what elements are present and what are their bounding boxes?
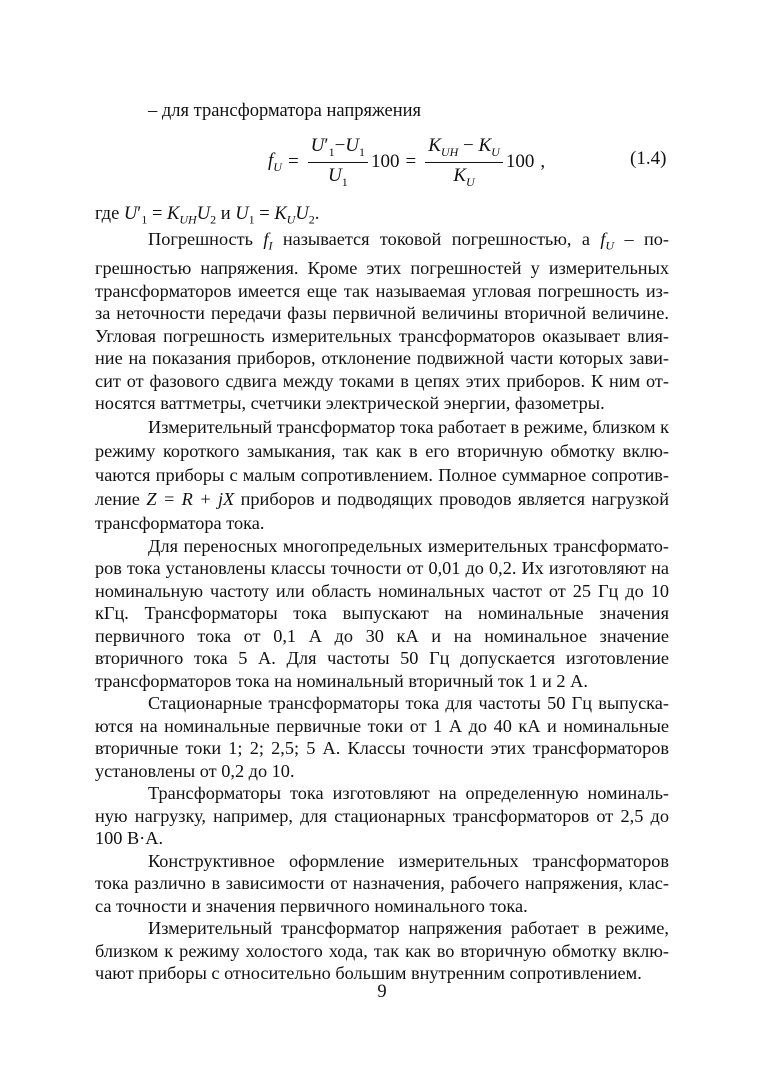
- fraction-denominator: $K_U$: [453, 164, 475, 189]
- paragraph-stationary: Стационарные трансформаторы тока для частоты 50 Гц выпускаются на номинальные первичные токи от 1 А до 40 кА и номинальные вторичные токи 1; 2; 2,5; 5 А. Классы точности этих трансформаторов установлены от 0,2 до 10.: [95, 693, 669, 781]
- intro-line: – для трансформатора напряжения: [148, 101, 422, 121]
- page-number: 9: [377, 982, 387, 1002]
- equals-sign: =: [405, 151, 417, 173]
- equation-comma: ,: [540, 151, 546, 173]
- paragraph-current-transformer: Измерительный трансформатор тока работает в режиме, близком к режиму короткого замыкания, так как в его вторичную обмотку включаются приборы с малым сопротивлением. Полное суммарное сопротивление Z = R + jX приборов и подводящих проводов является нагрузкой трансформатора тока.: [95, 416, 669, 533]
- paragraph-design: Конструктивное оформление измерительных трансформаторов тока различно в зависимости от назначения, рабочего напряжения, класса точности и значения первичного номинального тока.: [95, 850, 669, 916]
- fraction-numerator: $K_{UH} - K_U$: [425, 135, 503, 163]
- body-text: [95, 228, 669, 985]
- fraction-denominator: $U_1$: [327, 164, 348, 189]
- paragraph-voltage-transformer: Измерительный трансформатор напряжения работает в режиме, близком к режиму холостого хода, так как во вторичную обмотку включают приборы с относительно большим внутренним сопротивлением.: [95, 918, 669, 984]
- paragraph-portable: Для переносных многопредельных измерительных трансформаторов тока установлены классы точности от 0,01 до 0,2. Их изготовляют на номинальную частоту или область номинальных частот от 25 Гц до 10 кГц. Трансформаторы тока выпускают на номинальные значения первичного тока от 0,1 А до 30 кА и на номинальное значение вторичного тока 5 А. Для частоты 50 Гц допускается изготовление трансформаторов тока на номинальный вторичный ток 1 и 2 А.: [95, 535, 669, 691]
- equation-1-4: [268, 135, 545, 189]
- fraction-numerator: $U'_1-U_1$: [308, 135, 368, 163]
- factor-100: 100: [371, 151, 400, 173]
- symbol-fi: $f_I$: [263, 229, 273, 253]
- fraction-coefficient: [425, 135, 503, 189]
- symbol-fu: $f_U$: [600, 229, 615, 253]
- where-definitions: где $U'_1 = K_{UH}U_2$ и $U_1 = K_UU_2$.: [95, 204, 320, 227]
- paragraph-load: Трансформаторы тока изготовляют на определенную номинальную нагрузку, например, для стационарных трансформаторов от 2,5 до 100 В·А.: [95, 783, 669, 849]
- paragraph-errors: Погрешность $f_I$ называется токовой погрешностью, а $f_U$ – погрешностью напряжения. Кроме этих погрешностей у измерительных трансформаторов имеется еще так называемая угловая погрешность из-за неточности передачи фазы первичной величины вторичной величине. Угловая погрешность измерительных трансформаторов оказывает влияние на показания приборов, отклонение подвижной части которых зависит от фазового сдвига между токами в цепях этих приборов. К ним относятся ваттметры, счетчики электрической энергии, фазометры.: [95, 229, 669, 414]
- equation-lhs: $f_U$: [268, 149, 282, 174]
- impedance-formula: Z = R + jX: [146, 488, 235, 509]
- equals-sign: =: [287, 151, 299, 173]
- equation-number: (1.4): [630, 148, 667, 169]
- factor-100: 100: [505, 151, 535, 173]
- fraction-voltage: [308, 135, 368, 189]
